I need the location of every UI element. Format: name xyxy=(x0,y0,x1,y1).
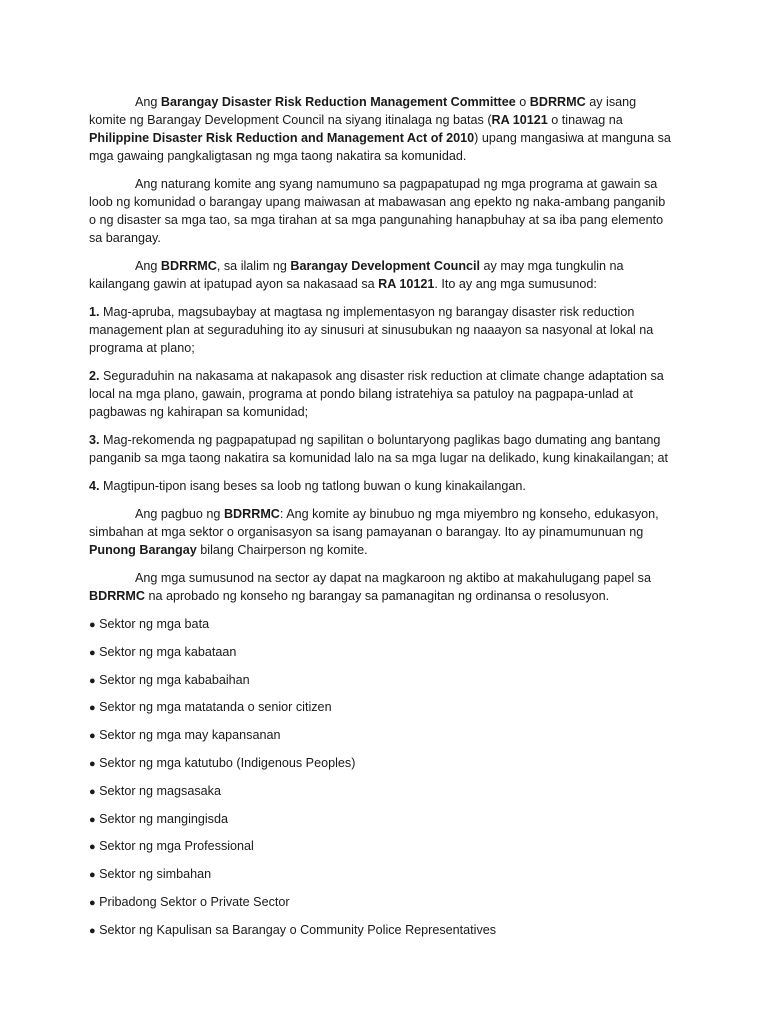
bullet-icon: ● xyxy=(89,702,96,715)
list-item-label: Sektor ng mga bata xyxy=(99,617,210,631)
text-run: : Ang komite ay binubuo ng mga miyembro ng konseho, edukasyon, simbahan at mga sektor o organisasyon sa isang pamayanan o barangay. Ito ay pinamumunuan ng xyxy=(89,507,659,539)
document-body xyxy=(89,93,675,605)
list-item xyxy=(89,698,675,716)
sector-list xyxy=(89,615,675,939)
paragraph xyxy=(89,505,675,559)
bold-text: RA 10121 xyxy=(491,113,548,127)
document-page xyxy=(89,93,675,949)
list-item xyxy=(89,837,675,855)
text-run: ) upang mangasiwa at manguna sa mga gawaing pangkaligtasan ng mga taong nakatira sa komunidad. xyxy=(89,131,671,163)
bullet-icon: ● xyxy=(89,924,96,937)
text-run: Ang xyxy=(135,95,161,109)
list-item xyxy=(89,643,675,661)
text-run: o xyxy=(515,95,530,109)
list-item xyxy=(89,865,675,883)
bold-text: Barangay Disaster Risk Reduction Management Committee xyxy=(160,95,516,109)
text-run: . Ito ay ang mga sumusunod: xyxy=(434,277,597,291)
text-run: Mag-apruba, magsubaybay at magtasa ng implementasyon ng barangay disaster risk reduction management plan at seguraduhing ito ay sinusuri at sinusubukan ng naaayon sa nasyonal at lokal na programa at plano; xyxy=(89,305,654,355)
list-item xyxy=(89,810,675,828)
paragraph xyxy=(89,257,675,293)
list-item xyxy=(89,782,675,800)
bold-text: 2. xyxy=(89,369,100,383)
text-run: Seguraduhin na nakasama at nakapasok ang disaster risk reduction at climate change adaptation sa local na mga plano, gawain, programa at pondo bilang istratehiya sa patuloy na pagpapa-unlad at pagbawas ng kahirapan sa komunidad; xyxy=(89,369,664,419)
numbered-item xyxy=(89,477,675,495)
text-run: Mag-rekomenda ng pagpapatupad ng sapilitan o boluntaryong paglikas bago dumating ang bantang panganib sa mga taong nakatira sa komunidad lalo na sa mga lugar na delikado, kung kinakailangan; at xyxy=(89,433,669,465)
bullet-icon: ● xyxy=(89,896,96,909)
text-run: ay may mga tungkulin na kailangang gawin at ipatupad ayon sa nakasaad sa xyxy=(89,259,624,291)
text-run: bilang Chairperson ng komite. xyxy=(196,543,368,557)
text-run: Ang xyxy=(135,259,161,273)
bullet-icon: ● xyxy=(89,646,96,659)
list-item xyxy=(89,754,675,772)
list-item xyxy=(89,726,675,744)
bullet-icon: ● xyxy=(89,674,96,687)
numbered-item xyxy=(89,303,675,357)
bold-text: 1. xyxy=(89,305,100,319)
bold-text: BDRRMC xyxy=(89,589,145,603)
list-item xyxy=(89,921,675,939)
list-item-label: Sektor ng mga may kapansanan xyxy=(99,728,281,743)
text-run: Ang pagbuo ng xyxy=(135,507,224,521)
numbered-item xyxy=(89,367,675,421)
list-item-label: Sektor ng simbahan xyxy=(99,867,212,882)
text-run: , sa ilalim ng xyxy=(216,259,291,273)
paragraph xyxy=(89,175,675,247)
bold-text: Philippine Disaster Risk Reduction and Management Act of 2010 xyxy=(89,131,475,145)
bold-text: BDRRMC xyxy=(160,259,217,273)
bold-text: RA 10121 xyxy=(378,277,435,291)
bullet-icon: ● xyxy=(89,841,96,854)
text-run: Ang naturang komite ang syang namumuno sa pagpapatupad ng mga programa at gawain sa loob ng komunidad o barangay upang maiwasan at mabawasan ang epekto ng naka-ambang panganib o ng disaster sa mga tao, sa mga tirahan at sa mga pangunahing hanapbuhay at sa iba pang elemento sa barangay. xyxy=(89,177,666,245)
numbered-item xyxy=(89,431,675,467)
paragraph xyxy=(89,569,675,605)
list-item-label: Sektor ng mga matatanda o senior citizen xyxy=(99,700,332,715)
list-item-label: Sektor ng Kapulisan sa Barangay o Community Police Representatives xyxy=(99,922,497,937)
text-run: Ang mga sumusunod na sector ay dapat na magkaroon ng aktibo at makahulugang papel sa xyxy=(135,571,651,585)
list-item-label: Sektor ng mga kababaihan xyxy=(99,672,250,687)
list-item-label: Sektor ng mga Professional xyxy=(99,839,254,854)
bold-text: Punong Barangay xyxy=(89,543,197,557)
list-item-label: Sektor ng magsasaka xyxy=(99,783,221,798)
bullet-icon: ● xyxy=(89,869,96,882)
list-item-label: Sektor ng mga kabataan xyxy=(99,644,237,659)
bullet-icon: ● xyxy=(89,619,96,631)
bullet-icon: ● xyxy=(89,730,96,743)
list-item-label: Pribadong Sektor o Private Sector xyxy=(99,894,290,909)
text-run: ay isang komite ng Barangay Development Council na siyang itinalaga ng batas ( xyxy=(89,95,637,127)
bold-text: BDRRMC xyxy=(529,95,586,109)
bullet-icon: ● xyxy=(89,757,96,770)
bold-text: 4. xyxy=(89,479,100,493)
bold-text: BDRRMC xyxy=(223,507,280,521)
text-run: o tinawag na xyxy=(547,113,623,127)
list-item xyxy=(89,671,675,689)
paragraph xyxy=(89,93,675,165)
list-item xyxy=(89,615,675,633)
list-item-label: Sektor ng mangingisda xyxy=(99,811,228,826)
bullet-icon: ● xyxy=(89,785,96,798)
text-run: Magtipun-tipon isang beses sa loob ng tatlong buwan o kung kinakailangan. xyxy=(99,479,526,493)
bullet-icon: ● xyxy=(89,813,96,826)
list-item xyxy=(89,893,675,911)
text-run: na aprobado ng konseho ng barangay sa pamanagitan ng ordinansa o resolusyon. xyxy=(144,589,610,603)
bold-text: Barangay Development Council xyxy=(290,259,481,273)
list-item-label: Sektor ng mga katutubo (Indigenous Peoples) xyxy=(99,755,356,770)
bold-text: 3. xyxy=(89,433,100,447)
